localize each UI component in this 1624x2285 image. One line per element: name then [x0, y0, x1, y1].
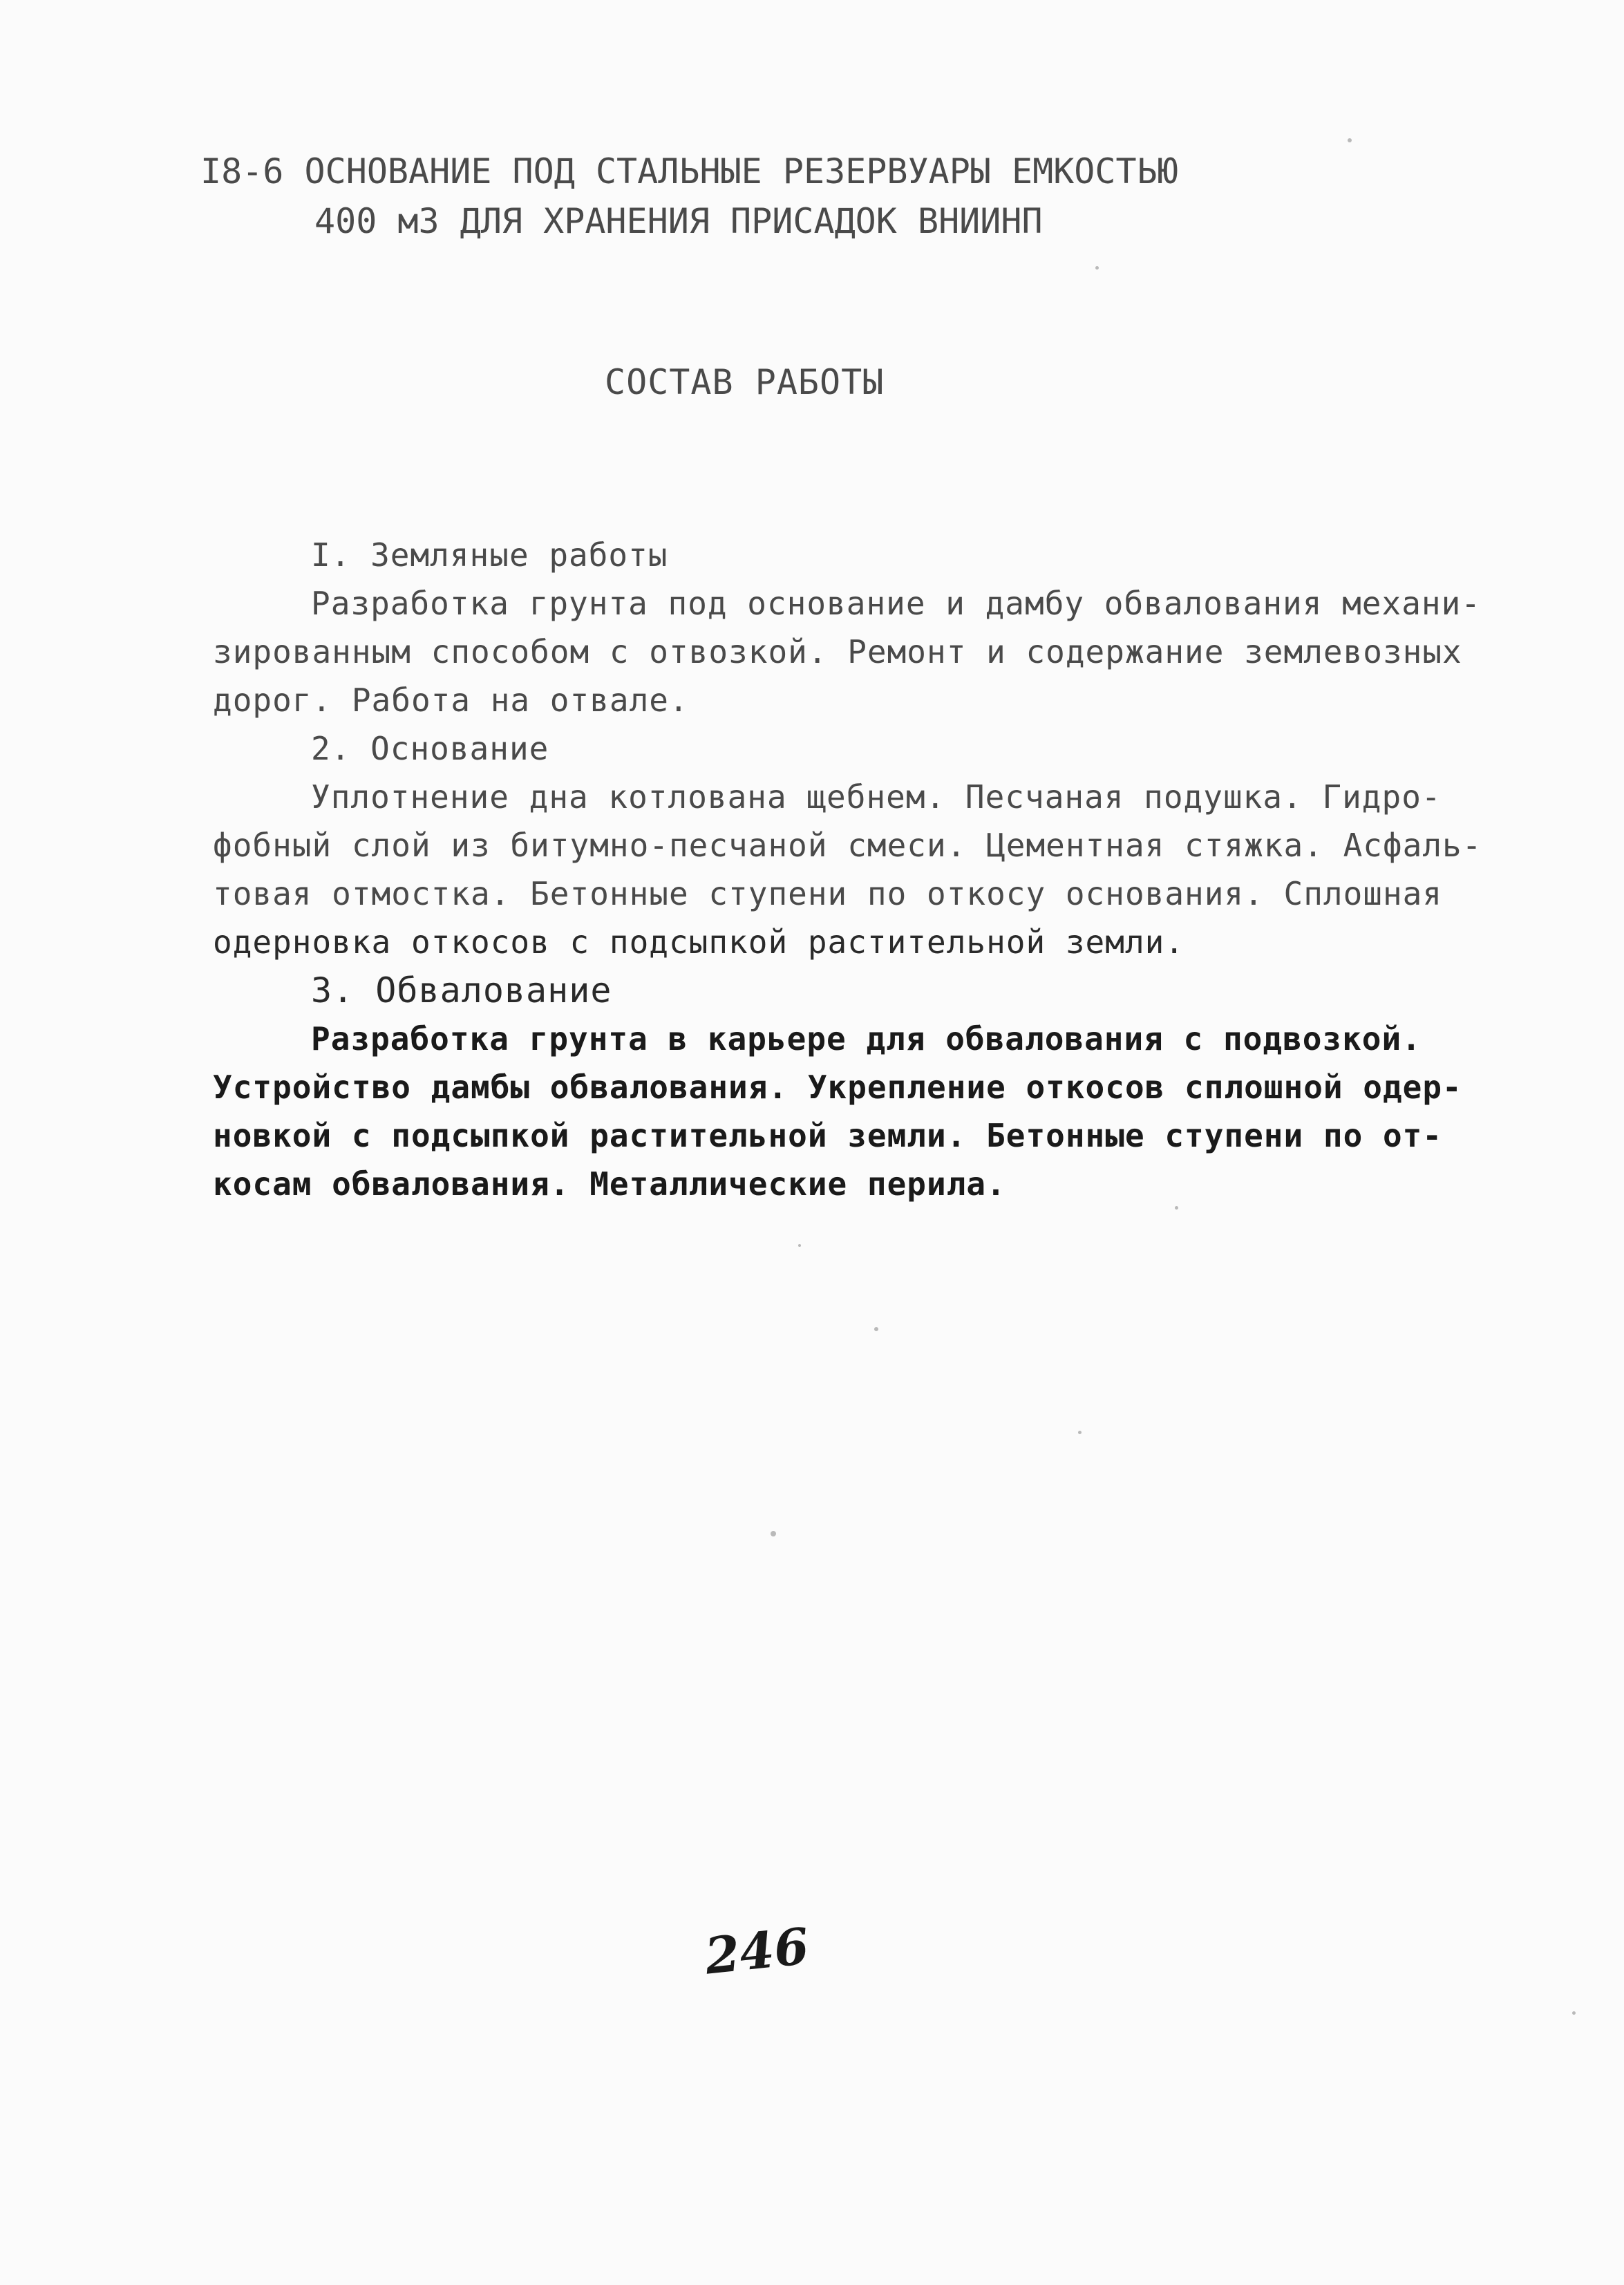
scan-speckle: [874, 1327, 878, 1331]
section-2-line-4: одерновка откосов с подсыпкой растительной земли.: [213, 923, 1185, 961]
section-1-heading: I. Земляные работы: [311, 536, 668, 574]
section-2-line-2: фобный слой из битумно-песчаной смеси. Цементная стяжка. Асфаль-: [213, 827, 1482, 864]
page-number: 246: [701, 1916, 812, 1986]
section-1-line-1: Разработка грунта под основание и дамбу обвалования механи-: [311, 585, 1481, 622]
section-3-heading: 3. Обвалование: [311, 970, 612, 1010]
section-2-line-3: товая отмостка. Бетонные ступени по откосу основания. Сплошная: [213, 875, 1443, 912]
document-title-line-2: 400 м3 ДЛЯ ХРАНЕНИЯ ПРИСАДОК ВНИИНП: [314, 201, 1043, 241]
section-3-line-2: Устройство дамбы обвалования. Укрепление откосов сплошной одер-: [213, 1069, 1462, 1106]
section-3-line-4: косам обвалования. Металлические перила.: [213, 1165, 1006, 1203]
scan-speckle: [1348, 138, 1352, 142]
section-2-heading: 2. Основание: [311, 730, 549, 767]
section-1-line-3: дорог. Работа на отвале.: [213, 681, 689, 719]
scan-speckle: [1572, 2011, 1576, 2015]
section-1-line-2: зированным способом с отвозкой. Ремонт и содержание землевозных: [213, 633, 1462, 670]
scan-speckle: [1175, 1206, 1178, 1210]
section-3-line-1: Разработка грунта в карьере для обвалования с подвозкой.: [311, 1020, 1422, 1057]
section-3-line-3: новкой с подсыпкой растительной земли. Бетонные ступени по от-: [213, 1117, 1443, 1154]
section-title: СОСТАВ РАБОТЫ: [605, 362, 885, 402]
scan-speckle: [1078, 1431, 1082, 1434]
section-2-line-1: Уплотнение дна котлована щебнем. Песчаная подушка. Гидро-: [311, 778, 1442, 816]
document-title-line-1: I8-6 ОСНОВАНИЕ ПОД СТАЛЬНЫЕ РЕЗЕРВУАРЫ ЕМКОСТЬЮ: [200, 151, 1178, 191]
scan-speckle: [771, 1531, 776, 1536]
scan-speckle: [1095, 266, 1099, 270]
scan-speckle: [798, 1244, 801, 1247]
